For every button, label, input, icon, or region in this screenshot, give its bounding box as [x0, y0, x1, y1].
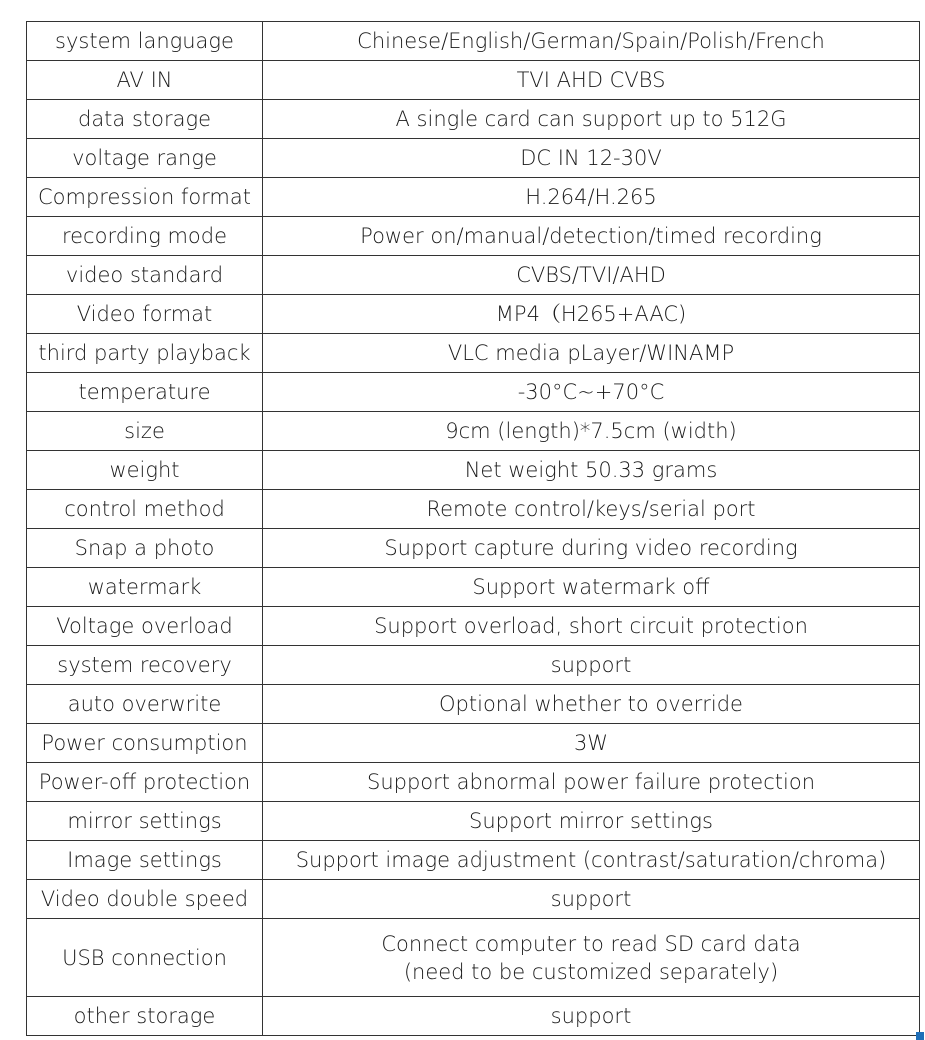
corner-marker [916, 1032, 924, 1040]
row-value: DC IN 12-30V [263, 139, 920, 178]
row-value: 3W [263, 724, 920, 763]
row-label: size [27, 412, 263, 451]
row-value: Net weight 50.33 grams [263, 451, 920, 490]
table-row [27, 607, 920, 646]
row-value: support [263, 646, 920, 685]
row-label: third party playback [27, 334, 263, 373]
row-label: control method [27, 490, 263, 529]
row-value-line-2: (need to be customized separately) [403, 959, 779, 984]
row-label: Video format [27, 295, 263, 334]
row-value: CVBS/TVI/AHD [263, 256, 920, 295]
table-row [27, 763, 920, 802]
row-label: Image settings [27, 841, 263, 880]
row-value: Remote control/keys/serial port [263, 490, 920, 529]
table-row [27, 217, 920, 256]
row-label: voltage range [27, 139, 263, 178]
row-value: -30°C~+70°C [263, 373, 920, 412]
row-value: Optional whether to override [263, 685, 920, 724]
row-label: USB connection [27, 919, 263, 997]
row-label: video standard [27, 256, 263, 295]
row-value: support [263, 997, 920, 1036]
row-value: Support watermark off [263, 568, 920, 607]
table-row [27, 529, 920, 568]
table-row [27, 22, 920, 61]
table-row [27, 880, 920, 919]
row-value: H.264/H.265 [263, 178, 920, 217]
row-label: Voltage overload [27, 607, 263, 646]
row-label: other storage [27, 997, 263, 1036]
row-value-line-1: Connect computer to read SD card data [381, 931, 801, 956]
spec-table [26, 21, 920, 1036]
table-row [27, 997, 920, 1036]
row-value: Support capture during video recording [263, 529, 920, 568]
table-row [27, 256, 920, 295]
row-label: weight [27, 451, 263, 490]
table-row [27, 490, 920, 529]
table-row [27, 451, 920, 490]
row-label: system recovery [27, 646, 263, 685]
table-row [27, 802, 920, 841]
row-value: TVI AHD CVBS [263, 61, 920, 100]
row-label: temperature [27, 373, 263, 412]
row-label: Compression format [27, 178, 263, 217]
table-row [27, 685, 920, 724]
table-row [27, 61, 920, 100]
row-label: Power consumption [27, 724, 263, 763]
row-label: AV IN [27, 61, 263, 100]
table-row [27, 334, 920, 373]
row-value: Support overload, short circuit protection [263, 607, 920, 646]
row-value: MP4（H265+AAC) [263, 295, 920, 334]
row-value [263, 919, 920, 997]
row-label: data storage [27, 100, 263, 139]
row-label: Video double speed [27, 880, 263, 919]
table-row [27, 724, 920, 763]
row-value: 9cm (length)*7.5cm (width) [263, 412, 920, 451]
row-value: Power on/manual/detection/timed recording [263, 217, 920, 256]
row-value: A single card can support up to 512G [263, 100, 920, 139]
row-label: watermark [27, 568, 263, 607]
table-row [27, 100, 920, 139]
row-label: recording mode [27, 217, 263, 256]
row-label: system language [27, 22, 263, 61]
table-row [27, 919, 920, 997]
row-value: Support mirror settings [263, 802, 920, 841]
table-row [27, 178, 920, 217]
table-row [27, 841, 920, 880]
table-row [27, 295, 920, 334]
table-row [27, 412, 920, 451]
row-value: support [263, 880, 920, 919]
row-value: Support image adjustment (contrast/saturation/chroma) [263, 841, 920, 880]
row-value: Support abnormal power failure protection [263, 763, 920, 802]
row-label: Power-off protection [27, 763, 263, 802]
row-label: mirror settings [27, 802, 263, 841]
table-row [27, 568, 920, 607]
table-row [27, 646, 920, 685]
row-label: auto overwrite [27, 685, 263, 724]
row-label: Snap a photo [27, 529, 263, 568]
table-row [27, 373, 920, 412]
row-value: Chinese/English/German/Spain/Polish/French [263, 22, 920, 61]
row-value: VLC media pLayer/WINAMP [263, 334, 920, 373]
table-row [27, 139, 920, 178]
